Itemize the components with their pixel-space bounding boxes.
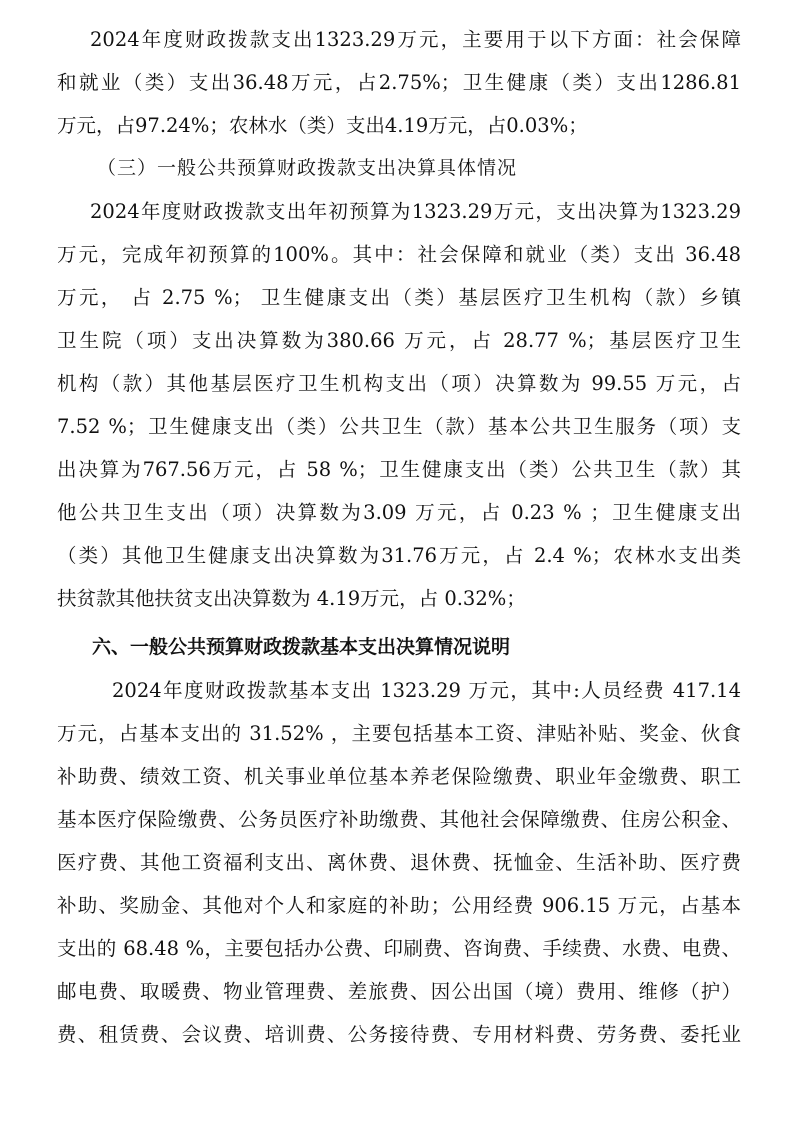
text-line: 扶贫款其他扶贫支出决算数为 4.19万元，占 0.32%；	[57, 587, 526, 610]
text-line: 7.52 %；卫生健康支出（类）公共卫生（款）基本公共卫生服务（项）支	[57, 415, 741, 438]
section-heading-6: 六、一般公共预算财政拨款基本支出决算情况说明	[92, 636, 511, 658]
text-line: 机构（款）其他基层医疗卫生机构支出（项）决算数为 99.55 万元，占	[57, 372, 741, 395]
text-line: 医疗费、其他工资福利支出、离休费、退休费、抚恤金、生活补助、医疗费	[57, 851, 741, 874]
paragraph-expenditure-summary	[57, 18, 741, 147]
text-line: 万元，完成年初预算的100%。其中：社会保障和就业（类）支出 36.48	[57, 243, 741, 266]
text-line: 出决算为767.56万元，占 58 %；卫生健康支出（类）公共卫生（款）其	[57, 458, 741, 481]
text-line: 万元， 占 2.75 %； 卫生健康支出（类）基层医疗卫生机构（款）乡镇	[57, 286, 741, 309]
paragraph-basic-expenditure	[57, 669, 741, 1056]
text-line: 和就业（类）支出36.48万元，占2.75%；卫生健康（类）支出1286.81	[57, 71, 741, 94]
text-line: 补助费、绩效工资、机关事业单位基本养老保险缴费、职业年金缴费、职工	[57, 765, 741, 788]
document-page	[57, 18, 741, 1056]
text-line: 2024年度财政拨款支出1323.29万元，主要用于以下方面：社会保障	[90, 28, 741, 51]
section-heading-3: （三）一般公共预算财政拨款支出决算具体情况	[97, 157, 518, 179]
paragraph-expenditure-details	[57, 190, 741, 620]
text-line: （类）其他卫生健康支出决算数为31.76万元，占 2.4 %；农林水支出类	[57, 544, 741, 567]
text-line: 万元，占基本支出的 31.52% ，主要包括基本工资、津贴补贴、奖金、伙食	[57, 722, 741, 745]
text-line: 2024年度财政拨款基本支出 1323.29 万元，其中:人员经费 417.14	[112, 679, 741, 702]
text-line: 基本医疗保险缴费、公务员医疗补助缴费、其他社会保障缴费、住房公积金、	[57, 808, 741, 831]
text-line: 补助、奖励金、其他对个人和家庭的补助；公用经费 906.15 万元，占基本	[57, 894, 741, 917]
text-line: 卫生院（项）支出决算数为380.66 万元，占 28.77 %；基层医疗卫生	[57, 329, 741, 352]
text-line: 2024年度财政拨款支出年初预算为1323.29万元，支出决算为1323.29	[90, 200, 741, 223]
text-line: 万元，占97.24%；农林水（类）支出4.19万元，占0.03%；	[57, 114, 588, 137]
text-line: 支出的 68.48 %，主要包括办公费、印刷费、咨询费、手续费、水费、电费、	[57, 937, 741, 960]
text-line: 邮电费、取暖费、物业管理费、差旅费、因公出国（境）费用、维修（护）	[57, 980, 741, 1003]
text-line: 费、租赁费、会议费、培训费、公务接待费、专用材料费、劳务费、委托业	[57, 1023, 741, 1046]
text-line: 他公共卫生支出（项）决算数为3.09 万元，占 0.23 % ；卫生健康支出	[57, 501, 741, 524]
